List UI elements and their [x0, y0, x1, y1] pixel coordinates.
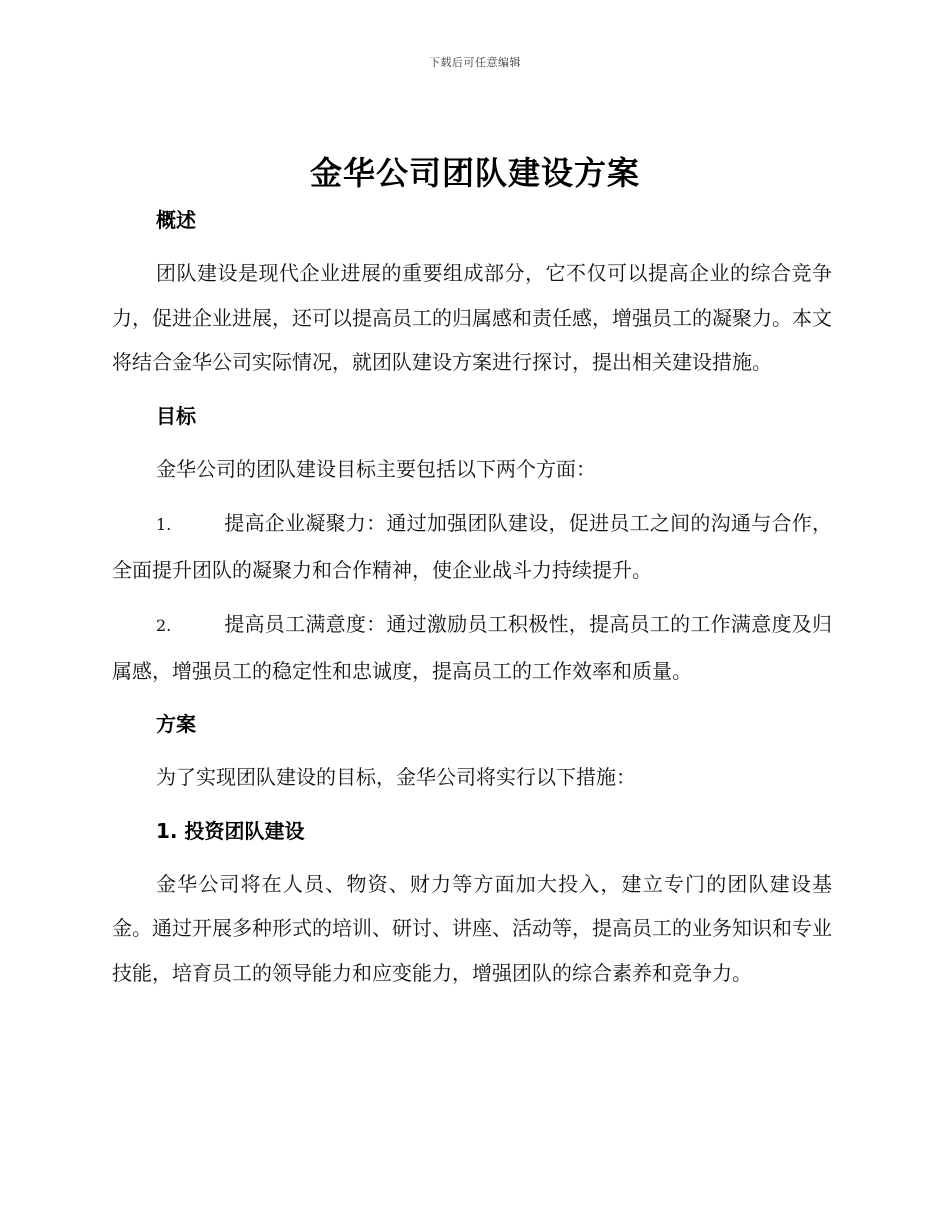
document-body [112, 203, 832, 995]
section-heading-goal: 目标 [156, 403, 196, 428]
paragraph-invest: 金华公司将在人员、物资、财力等方面加大投入，建立专门的团队建设基金。通过开展多种形式的培训、研讨、讲座、活动等，提高员工的业务知识和专业技能，培育员工的领导能力和应变能力，增强团队的综合素养和竞争力。 [112, 871, 832, 985]
paragraph-plan-intro: 为了实现团队建设的目标，金华公司将实行以下措施： [156, 765, 636, 789]
list-item-text: 提高员工满意度：通过激励员工积极性，提高员工的工作满意度及归属感，增强员工的稳定性和忠诚度，提高员工的工作效率和质量。 [112, 612, 832, 683]
paragraph-overview: 团队建设是现代企业进展的重要组成部分，它不仅可以提高企业的综合竞争力，促进企业进展，还可以提高员工的归属感和责任感，增强员工的凝聚力。本文将结合金华公司实际情况，就团队建设方案进行探讨，提出相关建设措施。 [112, 261, 832, 374]
subsection-heading-invest: 1. 投资团队建设 [156, 818, 305, 843]
list-item [112, 602, 832, 693]
list-item-number: 2. [156, 616, 172, 635]
section-heading-overview: 概述 [156, 208, 196, 232]
list-item-text: 提高企业凝聚力：通过加强团队建设，促进员工之间的沟通与合作，全面提升团队的凝聚力和合作精神，使企业战斗力持续提升。 [112, 511, 832, 582]
page-title: 金华公司团队建设方案 [309, 154, 640, 192]
section-heading-plan: 方案 [156, 712, 196, 736]
paragraph-goal-intro: 金华公司的团队建设目标主要包括以下两个方面： [156, 456, 596, 481]
header-note: 下载后可任意编辑 [429, 56, 521, 69]
list-item-number: 1. [156, 515, 172, 534]
list-item [112, 501, 832, 592]
